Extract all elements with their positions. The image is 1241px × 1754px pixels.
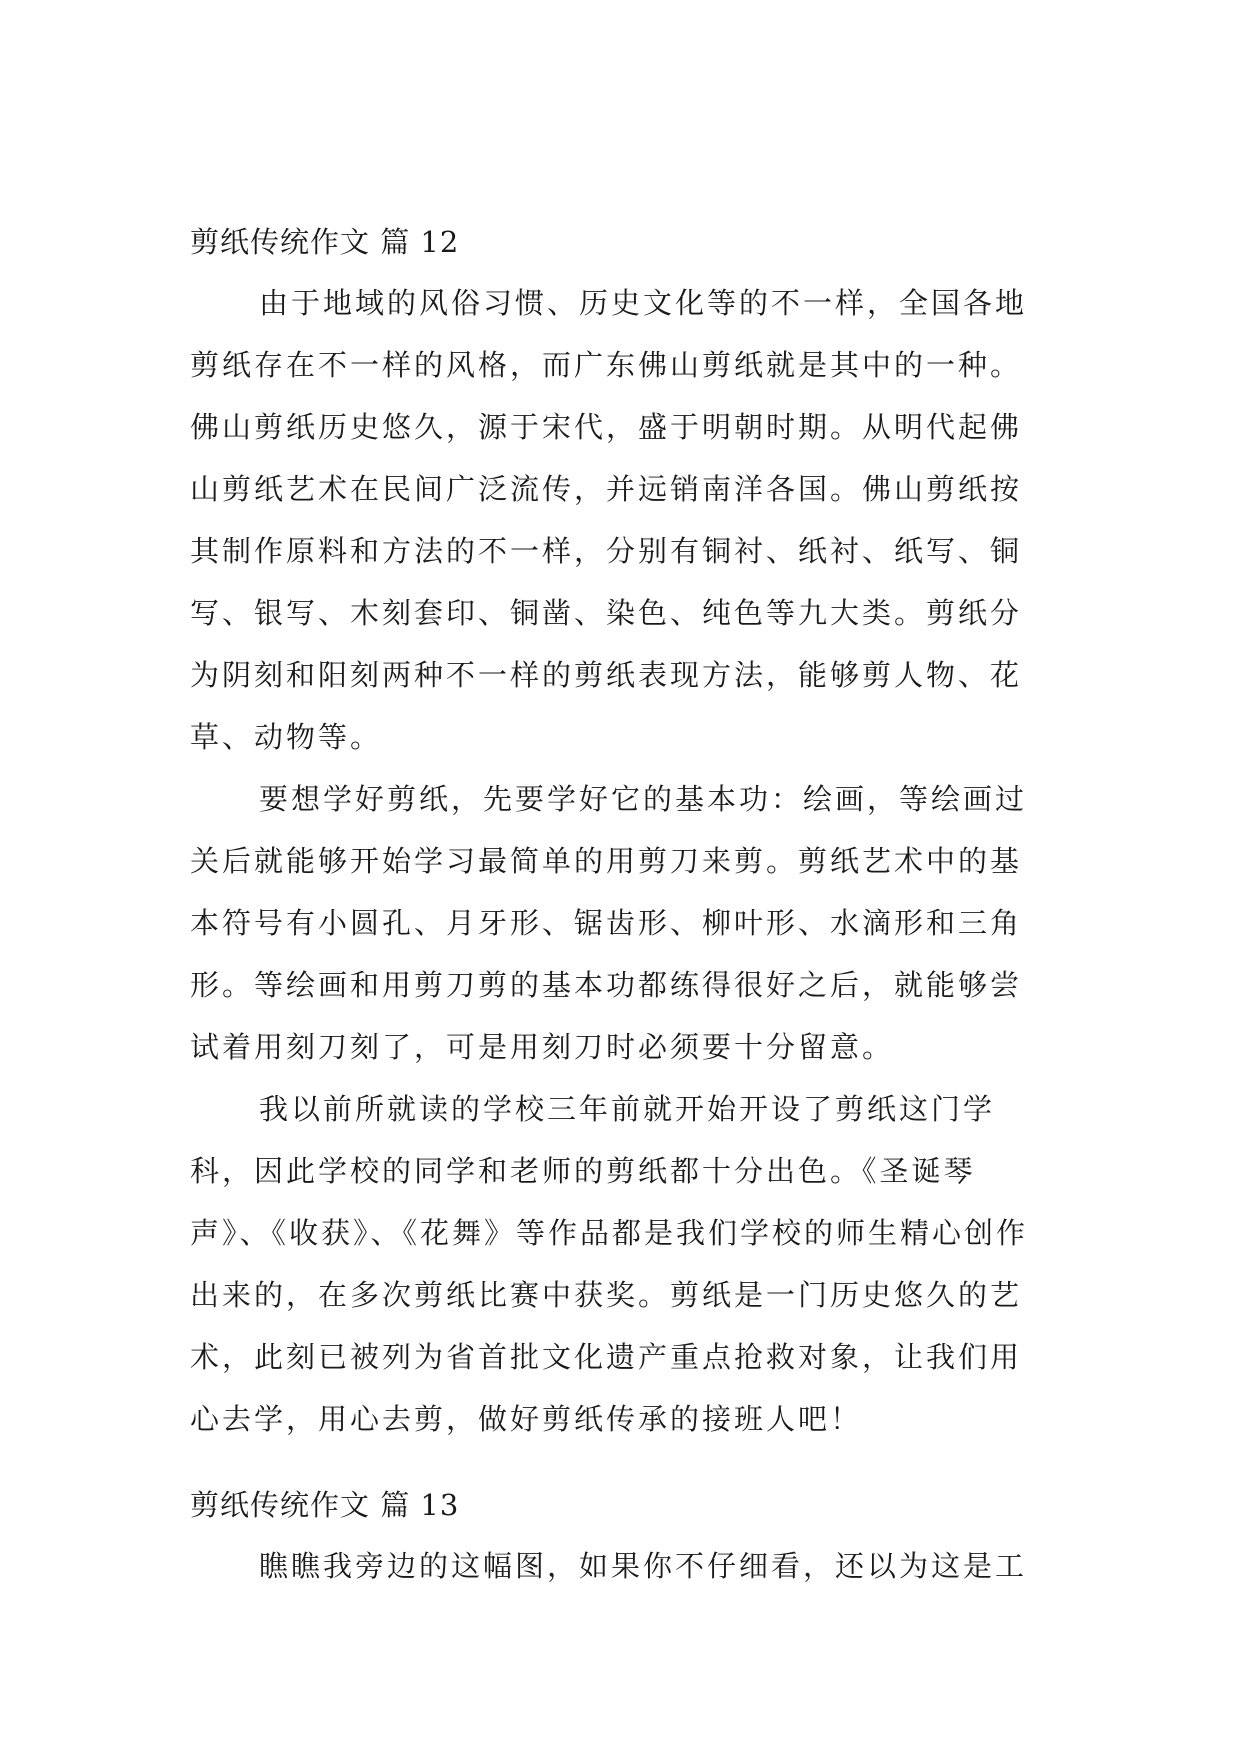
text-line: 为阴刻和阳刻两种不一样的剪纸表现方法，能够剪人物、花 <box>190 658 1023 692</box>
text-line: 术，此刻已被列为省首批文化遗产重点抢救对象，让我们用 <box>190 1340 1023 1374</box>
text-line: 声》、《收获》、《花舞》等作品都是我们学校的师生精心创作 <box>190 1216 1029 1250</box>
text-line: 科，因此学校的同学和老师的剪纸都十分出色。《圣诞琴 <box>190 1154 976 1188</box>
text-line: 山剪纸艺术在民间广泛流传，并远销南洋各国。佛山剪纸按 <box>190 472 1023 506</box>
text-line: 本符号有小圆孔、月牙形、锯齿形、柳叶形、水滴形和三角 <box>190 906 1023 940</box>
text-line: 佛山剪纸历史悠久，源于宋代，盛于明朝时期。从明代起佛 <box>190 410 1023 444</box>
text-line: 由于地域的风俗习惯、历史文化等的不一样，全国各地 <box>259 286 1028 320</box>
text-line: 草、动物等。 <box>190 720 383 754</box>
text-line: 关后就能够开始学习最简单的用剪刀来剪。剪纸艺术中的基 <box>190 844 1023 878</box>
text-line: 瞧瞧我旁边的这幅图，如果你不仔细看，还以为这是工 <box>259 1549 1028 1583</box>
text-line: 写、银写、木刻套印、铜凿、染色、纯色等九大类。剪纸分 <box>190 596 1023 630</box>
section-title: 剪纸传统作文 篇 13 <box>190 1488 460 1522</box>
section-title: 剪纸传统作文 篇 12 <box>190 225 460 259</box>
text-line: 形。等绘画和用剪刀剪的基本功都练得很好之后，就能够尝 <box>190 968 1023 1002</box>
text-line: 出来的，在多次剪纸比赛中获奖。剪纸是一门历史悠久的艺 <box>190 1278 1023 1312</box>
text-line: 心去学，用心去剪，做好剪纸传承的接班人吧！ <box>190 1402 863 1436</box>
text-line: 我以前所就读的学校三年前就开始开设了剪纸这门学 <box>259 1092 996 1126</box>
text-line: 剪纸存在不一样的风格，而广东佛山剪纸就是其中的一种。 <box>190 348 1023 382</box>
text-line: 要想学好剪纸，先要学好它的基本功：绘画，等绘画过 <box>259 782 1028 816</box>
text-line: 试着用刻刀刻了，可是用刻刀时必须要十分留意。 <box>190 1030 895 1064</box>
text-line: 其制作原料和方法的不一样，分别有铜衬、纸衬、纸写、铜 <box>190 534 1023 568</box>
